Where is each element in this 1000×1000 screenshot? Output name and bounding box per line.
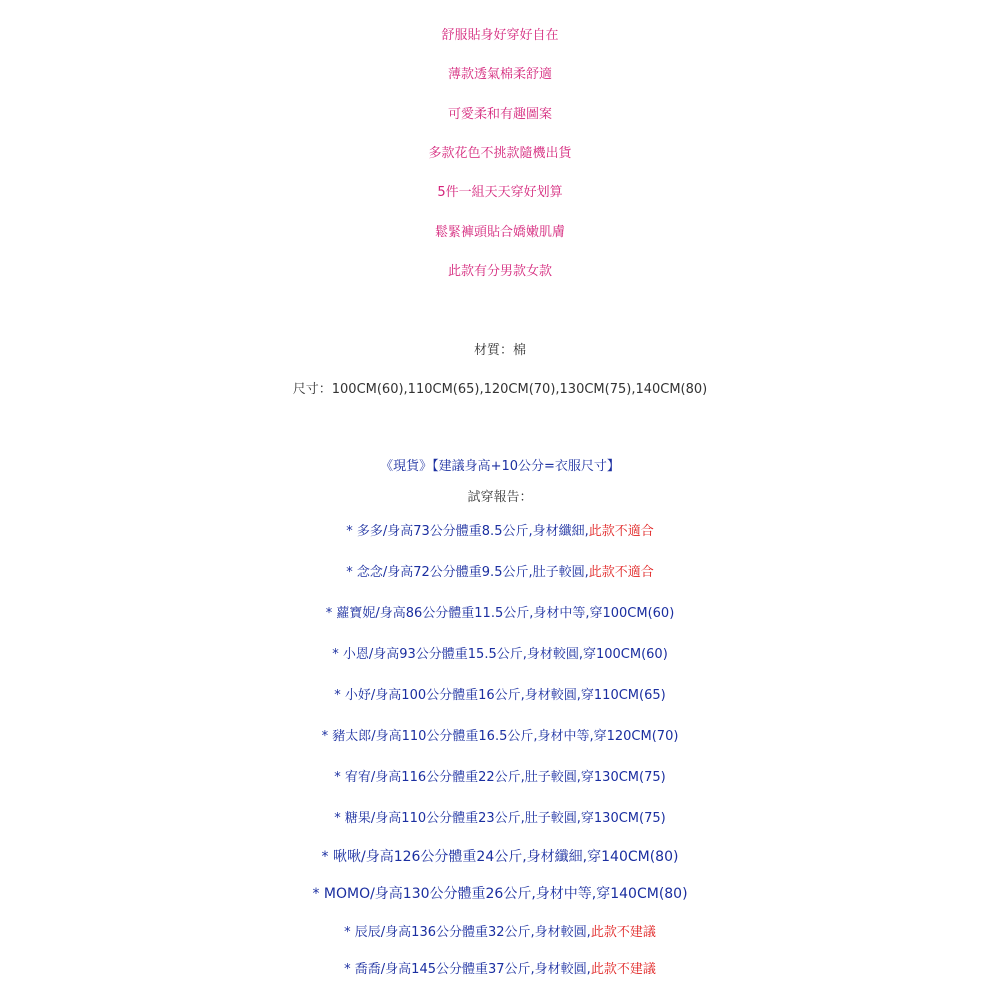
report-verdict: 此款不適合	[588, 524, 654, 539]
stock-note: 《現貨》【建議身高+10公分=衣服尺寸】	[380, 459, 620, 474]
report-row	[0, 768, 1000, 788]
feature-line-7: 此款有分男款女款	[447, 264, 552, 279]
report-text: * 辰辰/身高136公分體重32公斤,身材較圓,	[344, 925, 591, 940]
material-line: 材質：棉	[473, 343, 526, 358]
report-row	[0, 563, 1000, 583]
feature-line-3: 可愛柔和有趣圖案	[447, 107, 552, 122]
report-text: * 念念/身高72公分體重9.5公斤,肚子較圓,	[346, 565, 589, 580]
report-row	[0, 522, 1000, 542]
report-row	[0, 923, 1000, 943]
report-row	[0, 645, 1000, 665]
report-row	[0, 809, 1000, 829]
report-verdict: 此款不建議	[590, 925, 656, 940]
feature-line-5: 5件一組天天穿好划算	[437, 185, 563, 200]
report-text: * 宥宥/身高116公分體重22公斤,肚子較圓,穿130CM(75)	[334, 770, 666, 785]
report-text: * 豬太郎/身高110公分體重16.5公斤,身材中等,穿120CM(70)	[321, 729, 679, 744]
report-text: * 蘿寶妮/身高86公分體重11.5公斤,身材中等,穿100CM(60)	[325, 606, 675, 621]
report-text: * 喬喬/身高145公分體重37公斤,身材較圓,	[344, 962, 591, 977]
feature-line-2: 薄款透氣棉柔舒適	[447, 67, 552, 82]
feature-line-6: 鬆緊褲頭貼合嬌嫩肌膚	[434, 225, 565, 240]
report-text: * 啾啾/身高126公分體重24公斤,身材纖細,穿140CM(80)	[321, 849, 679, 865]
report-text: * 多多/身高73公分體重8.5公斤,身材纖細,	[346, 524, 589, 539]
size-line: 尺寸：100CM(60),110CM(65),120CM(70),130CM(75),140CM(80)	[292, 382, 708, 397]
report-verdict: 此款不適合	[588, 565, 654, 580]
report-text: * MOMO/身高130公分體重26公斤,身材中等,穿140CM(80)	[312, 886, 688, 902]
report-text: * 糖果/身高110公分體重23公斤,肚子較圓,穿130CM(75)	[334, 811, 666, 826]
report-row	[0, 727, 1000, 747]
report-row	[0, 847, 1000, 867]
report-title: 試穿報告：	[467, 490, 533, 505]
report-verdict: 此款不建議	[590, 962, 656, 977]
report-row	[0, 686, 1000, 706]
report-text: * 小妤/身高100公分體重16公斤,身材較圓,穿110CM(65)	[334, 688, 666, 703]
report-row	[0, 960, 1000, 980]
report-text: * 小恩/身高93公分體重15.5公斤,身材較圓,穿100CM(60)	[332, 647, 668, 662]
report-row	[0, 604, 1000, 624]
feature-line-1: 舒服貼身好穿好自在	[441, 28, 559, 43]
feature-line-4: 多款花色不挑款隨機出貨	[428, 146, 572, 161]
report-row	[0, 884, 1000, 904]
